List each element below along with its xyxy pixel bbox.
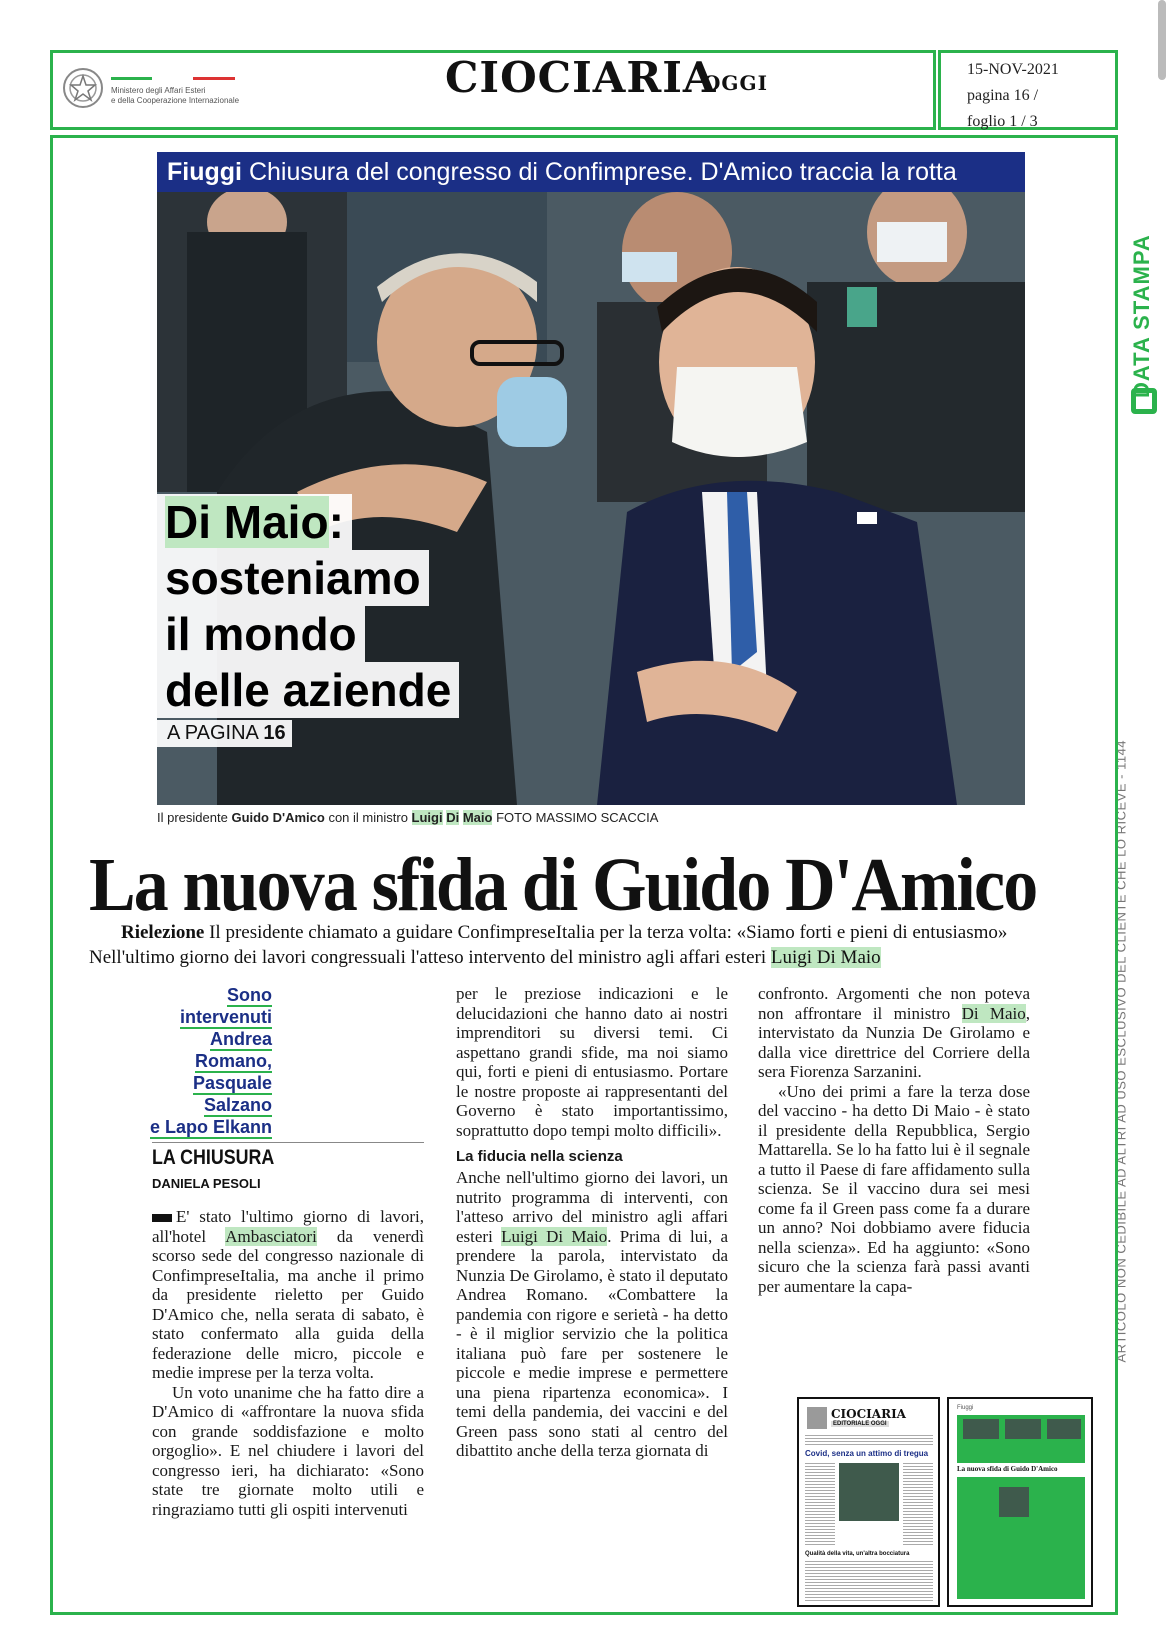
caption-name-2c: Maio [462, 810, 493, 825]
col1-paragraph-2: Un voto unanime che ha fatto dire a D'Amico di «affrontare la nuova sfida con grande soddisfazione e molto orgoglio». E nel chiudere i lavori del congresso ieri, ha dichiarato: «Sono state tre giornate molto utili e ringraziamo tutti gli ospiti intervenuti [152, 1382, 424, 1519]
masthead: CIOCIARIA [445, 53, 717, 102]
photo-headline-name: Di Maio [165, 496, 329, 548]
speakers-line: Pasquale [192, 1073, 272, 1093]
article-subtitle-1 [121, 922, 1007, 944]
thumb1-masthead: CIOCIARIA [831, 1407, 906, 1421]
thumb1-footer-lines [805, 1561, 933, 1601]
thumb2-photo-1 [963, 1419, 999, 1439]
front-page-thumbnail[interactable] [797, 1397, 940, 1607]
col2-highlight: Luigi Di Maio [501, 1226, 608, 1246]
speakers-line: Andrea [209, 1029, 272, 1049]
photo-caption [157, 810, 658, 825]
page-thumbnail[interactable] [947, 1397, 1093, 1607]
flag-stripe [111, 77, 235, 80]
column-2 [456, 984, 728, 1461]
column-3 [758, 984, 1030, 1296]
photo-headline-line-3: il mondo [157, 606, 365, 662]
section-label: LA CHIUSURA [152, 1146, 275, 1169]
col1-highlight: Ambasciatori [225, 1226, 317, 1246]
col3-text-a: confronto. Argomenti che non poteva non affrontare il ministro [758, 984, 1030, 1023]
col2-text-a: Anche nell'ultimo giorno dei lavori, un nutrito programma di interventi, con l'atteso arrivo del ministro agli affari esteri [456, 1168, 728, 1246]
subtitle-text-2: Nell'ultimo giorno dei lavori congressuali l'atteso intervento del ministro agli affari esteri [89, 947, 767, 968]
caption-part-1: Il presidente [157, 810, 228, 825]
speakers-line: intervenuti [179, 1007, 272, 1027]
page-reference-prefix: A PAGINA [167, 722, 258, 744]
thumb1-footer-headline: Qualità della vita, un'altra bocciatura [805, 1551, 910, 1557]
speakers-line: Salzano [203, 1095, 272, 1115]
photo-headline-colon: : [328, 496, 344, 548]
byline: DANIELA PESOLI [152, 1176, 261, 1191]
ministry-label [111, 86, 239, 106]
page-reference [157, 720, 292, 747]
thumb2-headline: La nuova sfida di Guido D'Amico [957, 1465, 1058, 1473]
sheet-number: foglio 1 / 3 [967, 113, 1038, 130]
photo-headline-line-1 [157, 494, 352, 550]
caption-name-1: Guido D'Amico [231, 810, 325, 825]
date: 15-NOV-2021 [967, 61, 1059, 78]
thumb1-headline: Covid, senza un attimo di tregua [805, 1449, 929, 1458]
thumb-logo-icon [807, 1407, 827, 1429]
subtitle-label: Rielezione [121, 922, 205, 943]
thumb1-column-left [805, 1463, 835, 1547]
col1-text-a: E' stato l'ultimo giorno di lavori, all'hotel [152, 1207, 424, 1246]
side-disclaimer: ARTICOLO NON CEDIBILE AD ALTRI AD USO ESCLUSIVO DEL CLIENTE CHE LO RICEVE - 1144 [1113, 739, 1129, 1363]
photo-headline-line-4: delle aziende [157, 662, 459, 718]
speakers-line: Sono [227, 985, 272, 1005]
col3-highlight: Di Maio [961, 1003, 1026, 1023]
header-right-box [938, 50, 1118, 130]
thumb2-photo-4 [999, 1487, 1029, 1517]
article-title: La nuova sfida di Guido D'Amico [89, 843, 1037, 927]
thumb1-subtitle: EDITORIALE OGGI [833, 1421, 887, 1427]
col3-text-b: , intervistato da Nunzia De Girolamo e dalla vice direttrice del Corriere della sera Fiorenza Sarzanini. [758, 1003, 1031, 1081]
caption-name-2a: Luigi [411, 810, 443, 825]
masthead-sub: OGGI [703, 71, 768, 95]
caption-part-2: con il ministro [328, 810, 408, 825]
header-left-box [50, 50, 936, 130]
col2-subhead: La fiducia nella scienza [456, 1148, 623, 1165]
paragraph-marker [152, 1214, 172, 1222]
thumb1-lines [805, 1435, 933, 1445]
main-photo [157, 192, 1025, 805]
page-number: pagina 16 / [967, 87, 1039, 104]
kicker-text: Chiusura del congresso di Confimprese. D'Amico traccia la rotta [248, 158, 957, 186]
col2-text-b: . Prima di lui, a prendere la parola, intervistato da Nunzia De Girolamo, è stato il deputato Andrea Romano. «Combattere la pandemia con rigore e serietà - ha detto - è il miglior servizio che la politica italiana può fare per sostenere le piccole e medie imprese e permettere una piena ripartenza economica». I temi della pandemia, dei vaccini e del Green pass sono stati al centro del dibattito anche della terza giornata di [456, 1226, 729, 1460]
thumb1-photo [839, 1463, 899, 1521]
data-stampa-text: DATA STAMPA [1129, 234, 1154, 398]
caption-credit: FOTO MASSIMO SCACCIA [496, 810, 659, 825]
caption-name-2b: Di [446, 810, 460, 825]
ministry-line-1: Ministero degli Affari Esteri [111, 86, 206, 95]
speakers-line: Romano, [194, 1051, 272, 1071]
speakers-box [140, 984, 272, 1138]
speakers-line: e Lapo Elkann [149, 1117, 272, 1137]
ministry-line-2: e della Cooperazione Internazionale [111, 96, 240, 105]
thumb2-photo-3 [1047, 1419, 1081, 1439]
divider [152, 1142, 424, 1143]
subtitle-text-1: Il presidente chiamato a guidare ConfimpreseItalia per la terza volta: «Siamo forti e pieni di entusiasmo» [209, 922, 1008, 943]
col3-paragraph-2: «Uno dei primi a fare la terza dose del vaccino - ha detto Di Maio - è stato il presidente della Repubblica, Sergio Mattarella. Se lo ha fatto lui è il segnale a tutto il Paese di fare affidamento sulla scienza. Se il vaccino dura sei mesi come fa il Green pass come fa a durare un anno? Noi dobbiamo avere fiducia nella scienza». Ed ha aggiunto: «Sono sicuro che la scienza farà passi avanti per aumentare la capa- [758, 1081, 1030, 1296]
thumb1-column-right [903, 1463, 933, 1547]
thumb2-kicker: Fiuggi [957, 1405, 974, 1411]
kicker-bar [157, 152, 1025, 192]
subtitle-name: Luigi Di Maio [770, 947, 881, 968]
col1-text-b: da venerdì scorso sede del congresso nazionale di ConfimpreseItalia, ma anche il primo da presidente rieletto per Guido D'Amico che, nella serata di sabato, è stato confermato alla guida della federazione delle micro, piccole e medie imprese per la terza volta. [152, 1226, 424, 1382]
data-stampa-logo-icon [1131, 388, 1157, 414]
photo-headline-line-2: sosteniamo [157, 550, 429, 606]
col2-paragraph-1: per le preziose indicazioni e le delucidazioni che hanno dato ai nostri imprenditori su diversi temi. Ci aspettano grandi sfide, ma noi siamo qui, forti e pieni di entusiasmo. Portare le nostre proposte ai rappresentanti del Governo è stato importantissimo, soprattutto dopo tempi molto difficili». [456, 984, 728, 1140]
thumb2-photo-2 [1005, 1419, 1041, 1439]
column-1 [152, 1207, 424, 1519]
republic-emblem-icon [61, 64, 105, 112]
page-reference-number: 16 [263, 722, 286, 744]
scrollbar[interactable] [1158, 0, 1166, 80]
kicker-place: Fiuggi [167, 158, 242, 186]
article-subtitle-2 [89, 947, 881, 969]
